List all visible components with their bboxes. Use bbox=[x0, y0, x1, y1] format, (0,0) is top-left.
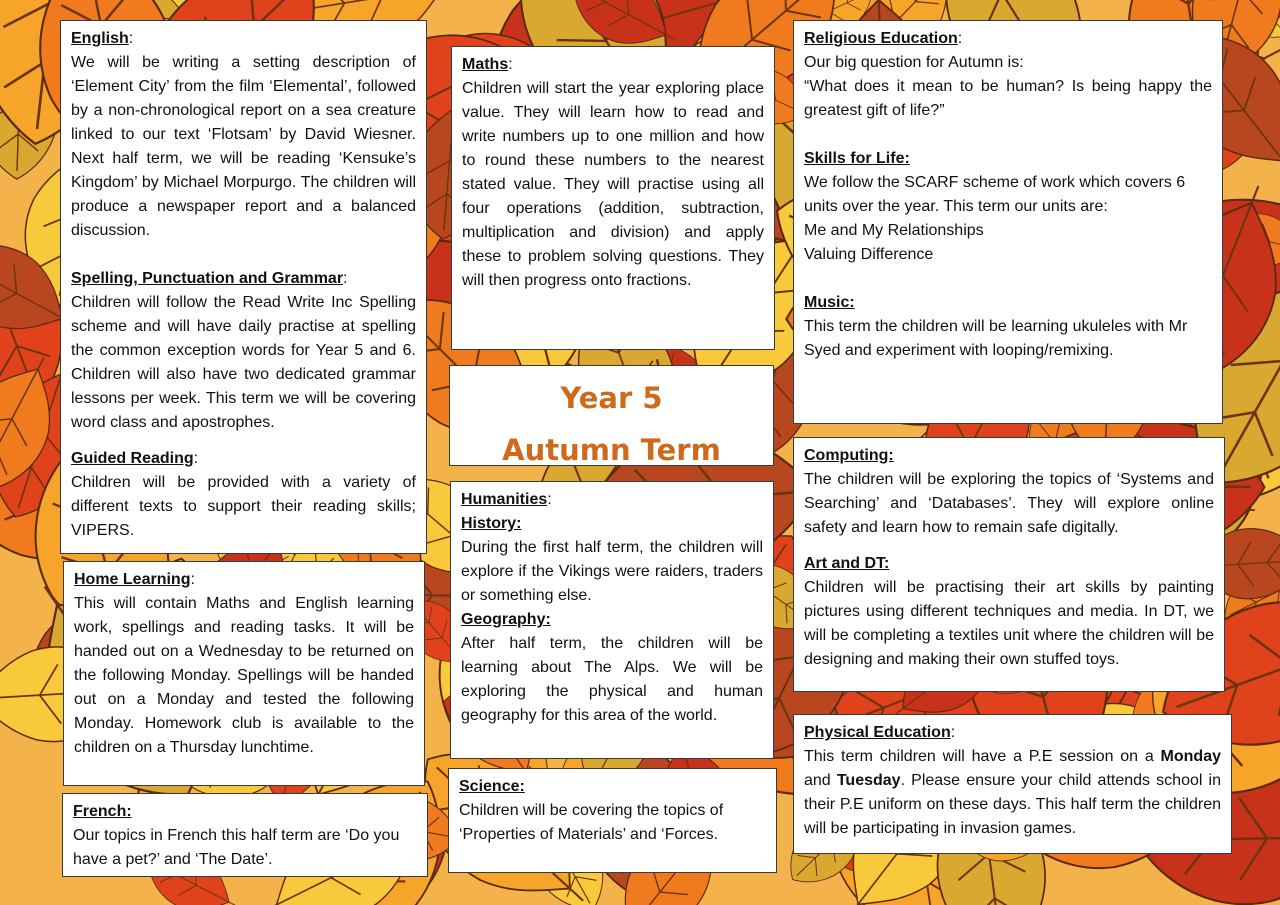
english-heading: English bbox=[71, 30, 129, 47]
science-box bbox=[448, 768, 777, 873]
humanities-heading: Humanities bbox=[461, 491, 548, 508]
maths-box: Maths: Children will start the year exploring place value. They will learn how to read and write numbers up to one million and how to round these numbers to the nearest stated value. They will practise using all four operations (addition, subtraction, multiplication and division) and apply these to problem solving questions. They will then progress onto fractions. bbox=[451, 46, 775, 350]
pe-text-part-2: and bbox=[804, 772, 837, 789]
science-heading: Science: bbox=[459, 778, 525, 795]
skills-for-life-heading: Skills for Life: bbox=[804, 150, 910, 167]
pe-text-part-1: This term children will have a P.E session on a bbox=[804, 748, 1161, 765]
spag-heading: Spelling, Punctuation and Grammar bbox=[71, 270, 344, 287]
history-heading: History: bbox=[461, 515, 522, 532]
maths-heading: Maths bbox=[462, 56, 509, 73]
english-box: English: We will be writing a setting description of ‘Element City’ from the film ‘Elemental’, followed by a non-chronological report on a sea creature linked to our text ‘Flotsam’ by David Wiesner. Next half term, we will be reading ‘Kensuke’s Kingdom’ by Michael Morpurgo. The children will produce a newspaper report and a balanced discussion. Spelling, Punctuation and Grammar: Children will follow the Read Write Inc Spelling scheme and will have daily practise at spelling the common exception words for Year 5 and 6. Children will also have two dedicated grammar lessons per week. This term we will be covering word class and apostrophes. Guided Reading: Children will be provided with a variety of different texts to support their reading skills; VIPERS. bbox=[60, 20, 427, 554]
home-learning-heading: Home Learning bbox=[74, 571, 191, 588]
humanities-box: Humanities: History: During the first half term, the children will explore if the Vikings were raiders, traders or something else. Geography: After half term, the children will be learning about The Alps. We will be exploring the physical and human geography for this area of the world. bbox=[450, 481, 774, 759]
french-heading: French: bbox=[73, 803, 132, 820]
title-term: Autumn Term bbox=[502, 433, 721, 467]
re-heading: Religious Education bbox=[804, 30, 958, 47]
title-year: Year 5 bbox=[560, 381, 663, 415]
pe-heading: Physical Education bbox=[804, 724, 951, 741]
skills-unit-2: Valuing Difference bbox=[804, 246, 934, 263]
re-question: “What does it mean to be human? Is being happy the greatest gift of life?” bbox=[804, 78, 1212, 119]
computing-text: The children will be exploring the topics of ‘Systems and Searching’ and ‘Databases’. They will explore online safety and learn how to remain safe digitally. bbox=[804, 471, 1214, 536]
music-heading: Music: bbox=[804, 294, 855, 311]
geography-heading: Geography: bbox=[461, 611, 551, 628]
pe-day-tuesday: Tuesday bbox=[836, 772, 901, 789]
science-text: Children will be covering the topics of ‘Properties of Materials’ and ‘Forces. bbox=[459, 802, 724, 843]
geography-text: After half term, the children will be learning about The Alps. We will be exploring the physical and human geography for this area of the world. bbox=[461, 635, 763, 724]
pe-text-part-3: . Please ensure your child attends school in their P.E uniform on these days. This half term the children will be participating in invasion games. bbox=[804, 772, 1221, 837]
skills-unit-1: Me and My Relationships bbox=[804, 222, 984, 239]
home-learning-text: This will contain Maths and English learning work, spellings and reading tasks. It will be handed out on a Wednesday to be returned on the following Monday. Spellings will be handed out on a Monday and tested the following Monday. Homework club is available to the children on a Thursday lunchtime. bbox=[74, 595, 414, 756]
pe-text bbox=[804, 745, 1221, 841]
computing-box bbox=[793, 437, 1225, 692]
pe-box: Physical Education: This term children will have a P.E session on a Monday and Tuesday. Please ensure your child attends school in their P.E uniform on these days. This half term the children will be participating in invasion games. bbox=[793, 714, 1232, 854]
french-text: Our topics in French this half term are ‘Do you have a pet?’ and ‘The Date’. bbox=[73, 827, 400, 868]
history-text: During the first half term, the children will explore if the Vikings were raiders, traders or something else. bbox=[461, 539, 763, 604]
english-text: We will be writing a setting description of ‘Element City’ from the film ‘Elemental’, followed by a non-chronological report on a sea creature linked to our text ‘Flotsam’ by David Wiesner. Next half term, we will be reading ‘Kensuke’s Kingdom’ by Michael Morpurgo. The children will produce a newspaper report and a balanced discussion. bbox=[71, 54, 416, 239]
computing-heading: Computing: bbox=[804, 447, 894, 464]
music-text: This term the children will be learning ukuleles with Mr Syed and experiment with looping/remixing. bbox=[804, 318, 1188, 359]
title-box bbox=[449, 365, 774, 466]
home-learning-box: Home Learning: This will contain Maths and English learning work, spellings and reading tasks. It will be handed out on a Wednesday to be returned on the following Monday. Spellings will be handed out on a Monday and tested the following Monday. Homework club is available to the children on a Thursday lunchtime. bbox=[63, 561, 425, 786]
guided-reading-text: Children will be provided with a variety of different texts to support their reading skills; VIPERS. bbox=[71, 474, 416, 539]
pe-day-monday: Monday bbox=[1160, 748, 1221, 765]
art-dt-text: Children will be practising their art skills by painting pictures using different techniques and media. In DT, we will be completing a textiles unit where the children will be designing and making their own stuffed toys. bbox=[804, 579, 1214, 668]
french-box bbox=[62, 793, 428, 877]
re-intro: Our big question for Autumn is: bbox=[804, 54, 1024, 71]
art-dt-heading: Art and DT: bbox=[804, 555, 890, 572]
re-box: Religious Education: Our big question for Autumn is: “What does it mean to be human? Is being happy the greatest gift of life?” Skills for Life: We follow the SCARF scheme of work which covers 6 units over the year. This term our units are: Me and My Relationships Valuing Difference Music: This term the children will be learning ukuleles with Mr Syed and experiment with looping/remixing. bbox=[793, 20, 1223, 424]
skills-for-life-text: We follow the SCARF scheme of work which covers 6 units over the year. This term our units are: bbox=[804, 174, 1186, 215]
guided-reading-heading: Guided Reading bbox=[71, 450, 194, 467]
spag-text: Children will follow the Read Write Inc Spelling scheme and will have daily practise at spelling the common exception words for Year 5 and 6. Children will also have two dedicated grammar lessons per week. This term we will be covering word class and apostrophes. bbox=[71, 294, 416, 431]
maths-text: Children will start the year exploring place value. They will learn how to read and write numbers up to one million and how to round these numbers to the nearest stated value. They will practise using all four operations (addition, subtraction, multiplication and division) and apply these to problem solving questions. They will then progress onto fractions. bbox=[462, 80, 764, 289]
